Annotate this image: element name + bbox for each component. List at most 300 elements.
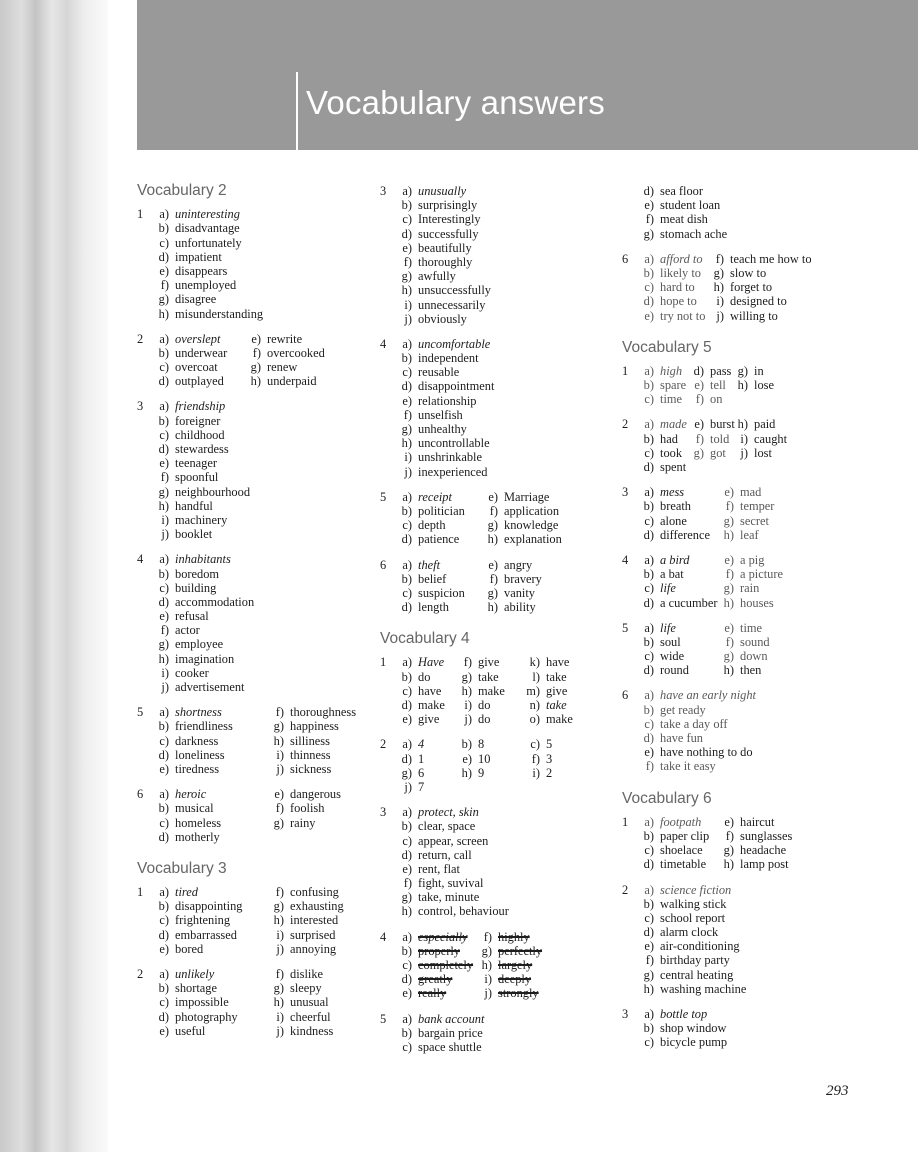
answer-cell (522, 766, 552, 780)
answer-letter: e) (159, 456, 169, 471)
answer-cell (151, 1024, 266, 1038)
answer-letter: g) (158, 292, 169, 307)
exercise-number (380, 712, 394, 726)
exercise-number (137, 442, 151, 456)
answer-row (137, 399, 367, 413)
answer-cell (636, 1035, 786, 1049)
answer-word: unnecessarily (418, 297, 486, 312)
answer-cell (730, 432, 787, 446)
answer-word: silliness (290, 733, 330, 748)
answer-word: teenager (175, 456, 217, 471)
answer-row (622, 883, 862, 897)
answer-letter: h) (737, 417, 748, 432)
exercise-number (137, 414, 151, 428)
answer-letter: h) (158, 651, 169, 666)
section-heading: Vocabulary 5 (622, 338, 712, 356)
answer-row (380, 712, 612, 726)
answer-letter: e) (488, 557, 498, 572)
answer-letter: e) (251, 331, 261, 346)
answer-word: control, behaviour (418, 904, 509, 919)
exercise-number (380, 408, 394, 422)
answer-word: have an early night (660, 688, 757, 703)
answer-cell (716, 528, 759, 542)
answer-row (380, 422, 612, 436)
answer-cell (716, 649, 768, 663)
answer-row (380, 1026, 612, 1040)
exercise-number (380, 1040, 394, 1054)
answer-row (137, 499, 367, 513)
answer-row (137, 899, 367, 913)
answer-word: beautifully (418, 240, 472, 255)
exercise-number (137, 1024, 151, 1038)
answer-letter: d) (401, 600, 412, 615)
answer-word: mad (740, 485, 762, 500)
answer-letter: h) (713, 280, 724, 295)
answer-row (380, 227, 612, 241)
answer-letter: d) (401, 972, 412, 987)
answer-letter: h) (250, 374, 261, 389)
page-title: Vocabulary answers (306, 84, 605, 121)
answer-word: walking stick (660, 896, 727, 911)
answer-row (137, 595, 367, 609)
answer-letter: b) (158, 801, 169, 816)
answer-word: teach me how to (730, 251, 812, 266)
exercise-number (622, 843, 636, 857)
answer-word: kindness (290, 1023, 334, 1038)
answer-cell (636, 514, 716, 528)
answer-word: cheerful (290, 1009, 331, 1024)
answer-letter: g) (643, 967, 654, 982)
answer-cell (394, 876, 544, 890)
answer-letter: c) (159, 733, 169, 748)
exercise-number (380, 986, 394, 1000)
answer-letter: h) (273, 995, 284, 1010)
answer-cell (394, 241, 534, 255)
answer-cell (151, 680, 291, 694)
answer-cell (706, 252, 812, 266)
exercise-number (622, 745, 636, 759)
answer-letter: f) (160, 278, 169, 293)
answer-letter: h) (158, 306, 169, 321)
exercise (380, 655, 612, 726)
answer-cell (716, 857, 789, 871)
answer-letter: c) (402, 683, 412, 698)
answer-cell (151, 567, 291, 581)
answer-letter: c) (402, 833, 412, 848)
answer-row (380, 365, 612, 379)
answer-cell (636, 227, 786, 241)
answer-word: neighbourhood (175, 484, 251, 499)
answer-row (137, 666, 367, 680)
answer-row (380, 848, 612, 862)
exercise-number (622, 703, 636, 717)
answer-word: knowledge (504, 518, 559, 533)
answer-row (622, 184, 862, 198)
exercise-number: 3 (137, 399, 144, 414)
answer-cell (522, 684, 567, 698)
answer-cell (706, 266, 766, 280)
answer-cell (686, 392, 730, 406)
answer-word: uncomfortable (418, 336, 491, 351)
answer-letter: f) (275, 705, 284, 720)
answer-row (137, 652, 367, 666)
answer-letter: h) (401, 436, 412, 451)
answer-cell (151, 236, 291, 250)
answer-letter: b) (401, 351, 412, 366)
answer-row (380, 930, 612, 944)
answer-row (622, 280, 862, 294)
answer-column (622, 184, 862, 1061)
answer-row (380, 490, 612, 504)
answer-word: surprised (290, 927, 336, 942)
answer-row (137, 981, 367, 995)
answer-letter: a) (402, 929, 412, 944)
answer-letter: d) (643, 925, 654, 940)
answer-letter: d) (401, 847, 412, 862)
answer-letter: a) (159, 967, 169, 982)
answer-row (137, 830, 367, 844)
exercise-number (137, 913, 151, 927)
answer-row (380, 586, 612, 600)
answer-letter: h) (643, 981, 654, 996)
answer-word: unhealthy (418, 422, 467, 436)
answer-row (137, 552, 367, 566)
answer-cell (394, 834, 544, 848)
answer-letter: e) (159, 761, 169, 776)
answer-word: disadvantage (175, 221, 240, 236)
answer-cell (151, 899, 266, 913)
answer-cell (394, 819, 544, 833)
answer-word: unselfish (418, 407, 463, 422)
answer-cell (394, 558, 480, 572)
exercise-number (380, 834, 394, 848)
answer-letter: c) (402, 958, 412, 973)
answer-word: 7 (418, 779, 425, 794)
answer-letter: i) (404, 450, 412, 465)
answer-row (137, 885, 367, 899)
answer-cell (636, 364, 686, 378)
answer-letter: a) (644, 417, 654, 432)
answer-letter: g) (481, 943, 492, 958)
answer-row (622, 417, 862, 431)
answer-letter: f) (252, 345, 261, 360)
answer-row (622, 266, 862, 280)
exercise-number (137, 595, 151, 609)
answer-cell (636, 280, 706, 294)
answer-word: a cucumber (660, 595, 718, 610)
exercise (137, 705, 367, 776)
answer-row (137, 816, 367, 830)
answer-cell (394, 518, 480, 532)
answer-cell (636, 829, 716, 843)
answer-letter: b) (158, 899, 169, 914)
answer-cell (522, 737, 552, 751)
answer-row (380, 684, 612, 698)
answer-row (137, 680, 367, 694)
exercise-number: 2 (380, 737, 387, 752)
answer-row (380, 819, 612, 833)
answer-cell (394, 737, 454, 751)
answer-cell (151, 816, 266, 830)
answer-row (380, 972, 612, 986)
exercise (622, 184, 862, 241)
answer-cell (636, 266, 706, 280)
exercise-number: 3 (622, 485, 629, 500)
answer-word: got (710, 445, 726, 460)
answer-word: motherly (175, 829, 220, 844)
answer-cell (480, 532, 562, 546)
answer-cell (522, 752, 552, 766)
answer-cell (394, 1012, 544, 1026)
answer-cell (151, 623, 291, 637)
answer-letter: g) (401, 269, 412, 284)
answer-row (622, 514, 862, 528)
exercise-number (380, 890, 394, 904)
answer-word: afford to (660, 251, 703, 266)
answer-letter: f) (695, 392, 704, 407)
exercise-number (380, 436, 394, 450)
answer-word: have (418, 683, 442, 698)
answer-word: footpath (660, 814, 702, 829)
exercise-number (622, 649, 636, 663)
answer-cell (394, 684, 454, 698)
exercise-number (137, 485, 151, 499)
answer-letter: e) (694, 417, 704, 432)
answer-letter: c) (644, 1035, 654, 1050)
answer-letter: c) (530, 737, 540, 752)
banner-divider (296, 72, 298, 150)
answer-row (137, 414, 367, 428)
answer-cell (716, 485, 761, 499)
answer-letter: d) (643, 857, 654, 872)
answer-letter: j) (404, 311, 412, 326)
answer-cell (151, 830, 266, 844)
answer-row (622, 897, 862, 911)
answer-letter: e) (724, 552, 734, 567)
exercise-number: 5 (137, 705, 144, 720)
answer-word: down (740, 649, 768, 664)
answer-word: impossible (175, 995, 229, 1010)
answer-letter: c) (402, 365, 412, 380)
exercise-number (380, 600, 394, 614)
exercise-number (380, 298, 394, 312)
answer-cell (266, 885, 339, 899)
answer-letter: e) (159, 263, 169, 278)
answer-word: misunderstanding (175, 306, 264, 321)
answer-row (380, 890, 612, 904)
answer-cell (394, 572, 480, 586)
answer-letter: g) (401, 422, 412, 436)
answer-cell (706, 309, 778, 323)
answer-row (380, 1040, 612, 1054)
answer-row (380, 904, 612, 918)
answer-letter: h) (481, 958, 492, 973)
exercise-number (380, 876, 394, 890)
exercise-number (380, 241, 394, 255)
answer-word: had (660, 431, 678, 446)
answer-cell (394, 890, 544, 904)
answer-letter: f) (160, 470, 169, 485)
answer-letter: g) (401, 765, 412, 780)
answer-cell (636, 212, 786, 226)
answer-row (137, 527, 367, 541)
answer-word: rainy (290, 815, 316, 830)
answer-word: headache (740, 843, 787, 858)
answer-cell (730, 364, 764, 378)
exercise-number (622, 392, 636, 406)
answer-cell (151, 264, 291, 278)
answer-word: imagination (175, 651, 235, 666)
answer-cell (454, 670, 522, 684)
answer-cell (151, 513, 291, 527)
answer-cell (454, 752, 522, 766)
answer-letter: i) (740, 431, 748, 446)
answer-letter: f) (275, 967, 284, 982)
answer-word: lamp post (740, 857, 789, 872)
answer-word: theft (418, 557, 441, 572)
answer-word: dislike (290, 967, 324, 982)
answer-cell (266, 705, 356, 719)
answer-word: heroic (175, 787, 207, 802)
answer-letter: g) (723, 581, 734, 596)
answer-word: angry (504, 557, 533, 572)
exercise-number (137, 499, 151, 513)
answer-word: receipt (418, 489, 452, 504)
exercise-number (137, 666, 151, 680)
exercise-number (380, 465, 394, 479)
answer-letter: e) (159, 1023, 169, 1038)
answer-word: sleepy (290, 981, 322, 996)
answer-cell (636, 953, 786, 967)
answer-letter: i) (276, 927, 284, 942)
answer-letter: h) (461, 765, 472, 780)
answer-row (137, 1024, 367, 1038)
answer-word: overcoat (175, 360, 218, 375)
exercise-number (380, 766, 394, 780)
exercise-number: 1 (380, 655, 387, 670)
answer-letter: e) (724, 485, 734, 500)
answer-word: on (710, 392, 723, 407)
answer-word: cooker (175, 665, 209, 680)
answer-word: surprisingly (418, 198, 478, 213)
answer-cell (151, 221, 291, 235)
exercise (622, 364, 862, 407)
answer-word: leaf (740, 527, 759, 542)
exercise-number (137, 264, 151, 278)
exercise (622, 252, 862, 323)
answer-letter: e) (724, 814, 734, 829)
answer-word: unsuccessfully (418, 283, 491, 298)
exercise-number: 4 (380, 929, 387, 944)
answer-word: time (740, 620, 763, 635)
answer-word: ability (504, 600, 536, 615)
exercise-number (137, 456, 151, 470)
answer-word: largely (498, 958, 533, 973)
answer-row (137, 292, 367, 306)
answer-cell (266, 967, 323, 981)
answer-letter: b) (643, 378, 654, 393)
answer-cell (522, 670, 567, 684)
answer-cell (151, 374, 243, 388)
answer-letter: i) (464, 698, 472, 713)
answer-cell (636, 688, 786, 702)
answer-letter: f) (725, 828, 734, 843)
exercise-number (380, 944, 394, 958)
exercise-number (137, 527, 151, 541)
answer-cell (394, 532, 480, 546)
answer-row (622, 528, 862, 542)
answer-letter: a) (402, 557, 412, 572)
answer-row (380, 1012, 612, 1026)
exercise-number (380, 904, 394, 918)
answer-cell (730, 417, 775, 431)
answer-cell (151, 292, 291, 306)
answer-letter: a) (402, 805, 412, 820)
exercise-number: 5 (380, 489, 387, 504)
answer-letter: g) (487, 585, 498, 600)
answer-cell (636, 432, 686, 446)
answer-cell (636, 621, 716, 635)
answer-word: make (478, 683, 505, 698)
answer-word: meat dish (660, 212, 708, 227)
answer-row (622, 759, 862, 773)
answer-word: inexperienced (418, 464, 488, 479)
answer-letter: c) (402, 212, 412, 227)
answer-letter: a) (644, 485, 654, 500)
answer-word: timetable (660, 857, 707, 872)
answer-cell (686, 378, 730, 392)
answer-cell (243, 346, 325, 360)
answer-letter: g) (723, 843, 734, 858)
exercise-number (380, 862, 394, 876)
answer-word: interested (290, 913, 339, 928)
answer-cell (394, 490, 480, 504)
answer-row (137, 346, 367, 360)
answer-row (622, 432, 862, 446)
answer-word: awfully (418, 269, 456, 284)
answer-cell (716, 663, 761, 677)
answer-row (380, 269, 612, 283)
exercise (622, 688, 862, 773)
answer-word: clear, space (418, 819, 476, 834)
answer-row (380, 986, 612, 1000)
answer-letter: c) (644, 649, 654, 664)
vocabulary-section (137, 859, 367, 1038)
exercise-number (380, 752, 394, 766)
answer-letter: d) (643, 527, 654, 542)
exercise-number (380, 848, 394, 862)
exercise-number (622, 266, 636, 280)
answer-cell (716, 553, 764, 567)
answer-word: try not to (660, 308, 706, 323)
answer-cell (394, 944, 474, 958)
answer-letter: b) (643, 567, 654, 582)
exercise-number (137, 307, 151, 321)
answer-cell (151, 928, 266, 942)
exercise-number (380, 698, 394, 712)
answer-row (380, 805, 612, 819)
answer-row (137, 581, 367, 595)
exercise-number (137, 816, 151, 830)
answer-row (622, 581, 862, 595)
answer-letter: a) (159, 885, 169, 900)
answer-letter: a) (402, 336, 412, 351)
answer-letter: d) (158, 249, 169, 264)
answer-letter: a) (644, 251, 654, 266)
answer-word: protect, skin (418, 805, 479, 820)
answer-letter: i) (161, 512, 169, 527)
answer-cell (151, 748, 266, 762)
